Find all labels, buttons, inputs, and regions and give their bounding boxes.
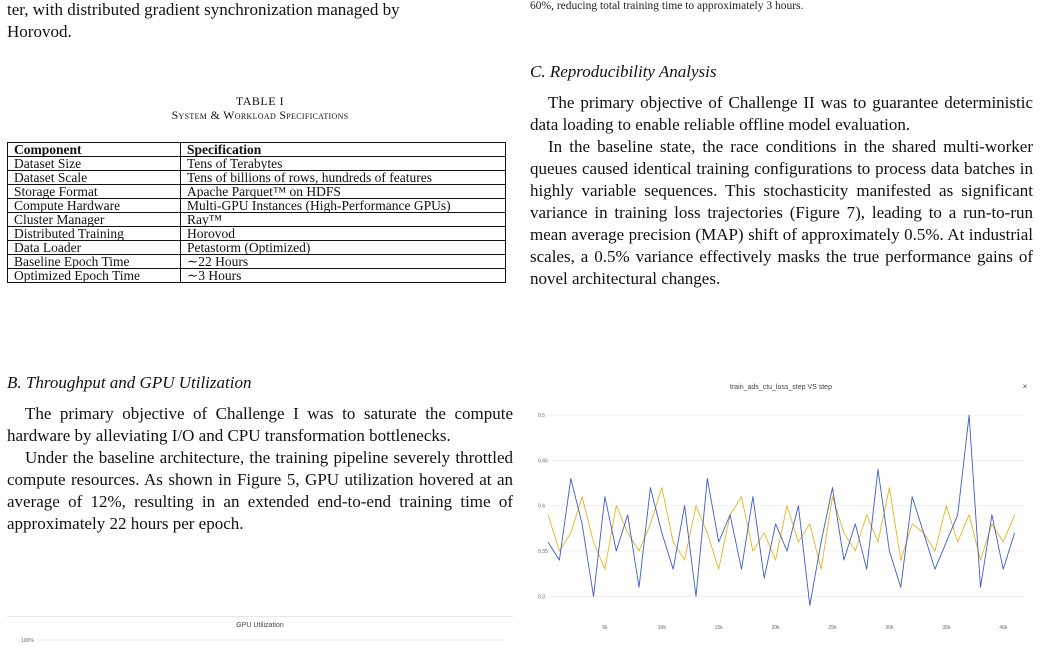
section-b <box>7 372 513 535</box>
y-tick-label: 0.4 <box>538 503 545 510</box>
section-b-heading: B. Throughput and GPU Utilization <box>7 373 252 392</box>
table-row <box>8 157 506 171</box>
table-cell: ∼3 Hours <box>181 269 506 283</box>
loss-chart-series <box>548 415 1015 605</box>
table-cell: Storage Format <box>8 185 181 199</box>
table-cell: Dataset Size <box>8 157 181 171</box>
intro-line-2: Horovod. <box>7 22 72 41</box>
x-tick-label: 30k <box>885 625 894 631</box>
close-icon[interactable]: × <box>1022 382 1028 391</box>
table-cell: Tens of Terabytes <box>181 157 506 171</box>
right-top-line: 60%, reducing total training time to approximately 3 hours. <box>530 0 804 12</box>
table-cell: ∼22 Hours <box>181 255 506 269</box>
table-header-row <box>8 143 506 157</box>
table-row <box>8 213 506 227</box>
table-row <box>8 185 506 199</box>
table-row <box>8 269 506 283</box>
left-column <box>7 0 513 43</box>
table-label: TABLE I <box>235 94 285 108</box>
table-cell: Optimized Epoch Time <box>8 269 181 283</box>
table-cell: Distributed Training <box>8 227 181 241</box>
gpu-chart-title: GPU Utilization <box>236 622 284 629</box>
table-cell: Dataset Scale <box>8 171 181 185</box>
section-b-para-2: Under the baseline architecture, the training pipeline severely throttled compute resources. As shown in Figure 5, GPU utilization hovered at an average of 12%, resulting in an extended end-to-end training time of approximately 22 hours per epoch. <box>7 448 513 533</box>
x-tick-label: 10k <box>657 625 666 631</box>
table-row <box>8 227 506 241</box>
spec-table <box>7 142 506 283</box>
y-tick-label: 0.5 <box>538 413 545 420</box>
table-cell: Multi-GPU Instances (High-Performance GPUs) <box>181 199 506 213</box>
intro-line-1: ter, with distributed gradient synchronization managed by <box>7 0 400 19</box>
y-tick-label: 0.45 <box>538 458 548 465</box>
table-title: System & Workload Specifications <box>171 108 349 122</box>
section-c <box>530 61 1033 290</box>
loss-chart-title: train_ads_ctu_loss_step VS step <box>730 384 832 391</box>
table-row <box>8 241 506 255</box>
loss-chart <box>530 381 1033 636</box>
x-tick-label: 15k <box>714 625 723 631</box>
section-c-para-1: The primary objective of Challenge II was to guarantee deterministic data loading to enable reliable offline model evaluation. <box>530 93 1033 134</box>
table-cell: Baseline Epoch Time <box>8 255 181 269</box>
loss-chart-grid <box>538 413 1026 631</box>
table-row <box>8 199 506 213</box>
table-cell: Tens of billions of rows, hundreds of features <box>181 171 506 185</box>
x-tick-label: 25k <box>828 625 837 631</box>
table-cell: Compute Hardware <box>8 199 181 213</box>
x-tick-label: 40k <box>999 625 1008 631</box>
table-row <box>8 171 506 185</box>
table-cell: Data Loader <box>8 241 181 255</box>
table-cell: Petastorm (Optimized) <box>181 241 506 255</box>
table-cell: Apache Parquet™ on HDFS <box>181 185 506 199</box>
x-tick-label: 5k <box>602 625 608 631</box>
table-cell: Horovod <box>181 227 506 241</box>
table-header-cell: Component <box>8 143 181 157</box>
section-c-para-2: In the baseline state, the race conditions in the shared multi-worker queues caused identical training configurations to process data batches in highly variable sequences. This stochasticity manifested as significant variance in training loss trajectories (Figure 7), leading to a run-to-run mean average precision (MAP) shift of approximately 0.5%. At industrial scales, a 0.5% variance effectively masks the true performance gains of novel architectural changes. <box>530 137 1033 288</box>
loss-series-line <box>548 488 1015 570</box>
gpu-chart-svg <box>7 617 513 650</box>
table-cell: Cluster Manager <box>8 213 181 227</box>
table-header-cell: Specification <box>181 143 506 157</box>
right-column <box>530 0 1033 14</box>
section-b-para-1: The primary objective of Challenge I was to saturate the compute hardware by alleviating I/O and CPU transformation bottlenecks. <box>7 404 513 445</box>
y-tick-label: 0.35 <box>538 549 548 556</box>
section-c-heading: C. Reproducibility Analysis <box>530 62 717 81</box>
loss-chart-svg <box>530 381 1033 636</box>
x-tick-label: 35k <box>942 625 951 631</box>
table-cell: Ray™ <box>181 213 506 227</box>
gpu-chart-y-top-label: 100% <box>21 638 34 644</box>
x-tick-label: 20k <box>771 625 780 631</box>
table-row <box>8 255 506 269</box>
y-tick-label: 0.3 <box>538 594 545 601</box>
gpu-utilization-chart <box>7 616 513 650</box>
